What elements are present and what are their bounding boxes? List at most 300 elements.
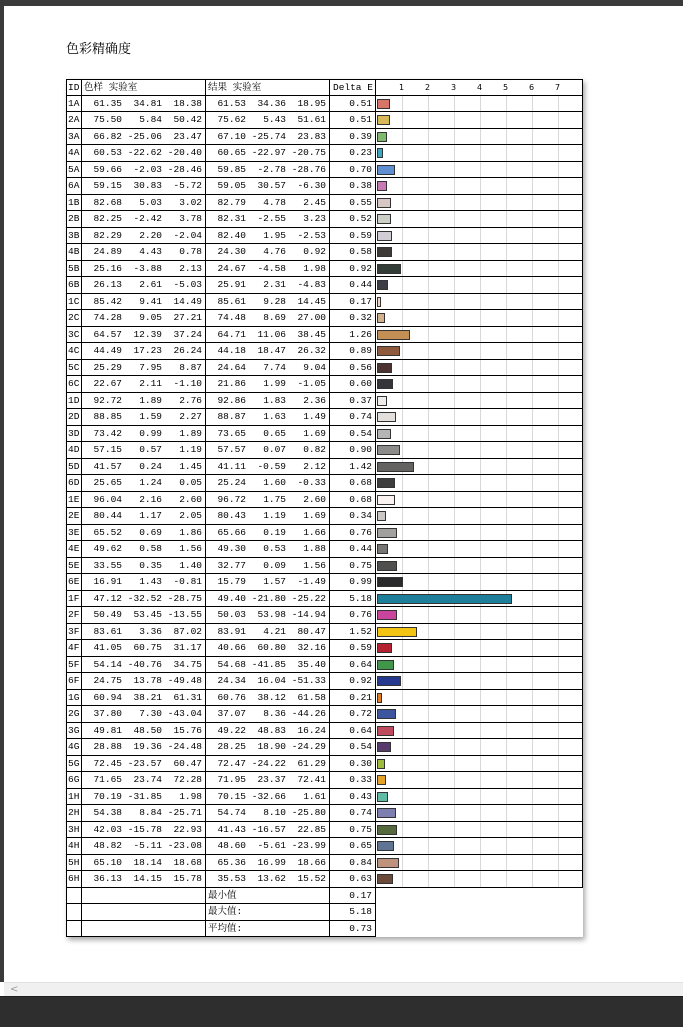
- gridline: [402, 310, 403, 326]
- row-id: 2F: [66, 607, 82, 624]
- result-lab-value: 54.68: [217, 658, 246, 670]
- result-lab-value: 13.62: [257, 873, 286, 884]
- result-lab-value: 0.09: [263, 559, 286, 571]
- gridline: [506, 178, 507, 194]
- result-lab-value: 35.40: [297, 658, 326, 670]
- sample-lab-value: 80.44: [93, 510, 122, 521]
- gridline: [428, 129, 429, 145]
- result-lab-value: 0.65: [263, 427, 286, 439]
- delta-e-bar-cell: [376, 723, 583, 740]
- gridline: [532, 195, 533, 211]
- gridline: [506, 541, 507, 557]
- gridline: [454, 525, 455, 541]
- gridline: [454, 129, 455, 145]
- row-id: 6A: [66, 178, 82, 195]
- result-lab-value: 24.34: [217, 675, 246, 686]
- gridline: [506, 112, 507, 128]
- result-lab-value: 65.36: [217, 856, 246, 868]
- gridline: [480, 360, 481, 376]
- result-lab-value: 38.12: [257, 691, 286, 703]
- gridline: [532, 871, 533, 887]
- result-lab-values: [206, 591, 330, 608]
- sample-lab-values: [82, 541, 206, 558]
- gridline: [558, 475, 559, 491]
- gridline: [532, 310, 533, 326]
- result-lab-value: 88.87: [217, 411, 246, 422]
- gridline: [506, 657, 507, 673]
- table-row: [66, 574, 583, 591]
- table-row: [66, 624, 583, 641]
- result-lab-values: [206, 442, 330, 459]
- result-lab-value: 50.03: [217, 609, 246, 620]
- gridline: [428, 805, 429, 821]
- delta-e-value: 0.21: [330, 690, 376, 707]
- delta-e-bar: [377, 742, 391, 752]
- result-lab-values: [206, 723, 330, 740]
- sample-lab-value: -5.03: [173, 279, 202, 290]
- result-lab-value: 25.24: [217, 477, 246, 488]
- sample-lab-value: 3.36: [139, 625, 162, 637]
- sample-lab-value: 24.75: [93, 675, 122, 686]
- result-lab-values: [206, 871, 330, 888]
- gridline: [558, 327, 559, 343]
- scale-tick-label: 6: [529, 83, 535, 92]
- sample-lab-value: 48.50: [133, 724, 162, 736]
- gridline: [428, 855, 429, 871]
- delta-e-bar-cell: [376, 772, 583, 789]
- row-id: 3H: [66, 822, 82, 839]
- gridline: [480, 327, 481, 343]
- gridline: [532, 211, 533, 227]
- gridline: [480, 178, 481, 194]
- sample-lab-value: 17.23: [133, 345, 162, 356]
- result-lab-value: 8.10: [263, 807, 286, 818]
- result-lab-value: 67.10: [217, 130, 246, 142]
- gridline: [506, 129, 507, 145]
- table-row: [66, 607, 583, 624]
- gridline: [428, 211, 429, 227]
- sample-lab-values: [82, 822, 206, 839]
- gridline: [558, 145, 559, 161]
- result-lab-values: [206, 96, 330, 113]
- delta-e-bar: [377, 379, 393, 389]
- delta-e-value: 0.64: [330, 657, 376, 674]
- gridline: [454, 607, 455, 623]
- gridline: [402, 772, 403, 788]
- gridline: [532, 162, 533, 178]
- result-lab-value: 38.45: [297, 328, 326, 340]
- result-lab-value: 4.78: [263, 196, 286, 208]
- gridline: [506, 492, 507, 508]
- row-id: 3G: [66, 723, 82, 740]
- gridline: [506, 690, 507, 706]
- result-lab-value: 18.90: [257, 741, 286, 752]
- result-lab-value: 1.60: [263, 477, 286, 488]
- delta-e-bar-cell: [376, 657, 583, 674]
- gridline: [532, 475, 533, 491]
- table-row: [66, 327, 583, 344]
- sample-lab-value: 26.24: [173, 345, 202, 356]
- sample-lab-value: 5.84: [139, 114, 162, 125]
- gridline: [428, 195, 429, 211]
- gridline: [532, 409, 533, 425]
- gridline: [558, 261, 559, 277]
- gridline: [402, 343, 403, 359]
- delta-e-value: 0.63: [330, 871, 376, 888]
- result-lab-value: 51.61: [297, 114, 326, 125]
- result-lab-value: 1.88: [303, 543, 326, 554]
- sample-lab-value: 44.49: [93, 345, 122, 356]
- gridline: [402, 789, 403, 805]
- sample-lab-values: [82, 624, 206, 641]
- gridline: [402, 244, 403, 260]
- result-lab-value: 48.83: [257, 724, 286, 736]
- delta-e-value: 0.33: [330, 772, 376, 789]
- gridline: [480, 673, 481, 689]
- result-lab-values: [206, 211, 330, 228]
- gridline: [428, 525, 429, 541]
- result-lab-values: [206, 327, 330, 344]
- header-id: ID: [66, 79, 82, 96]
- gridline: [454, 789, 455, 805]
- gridline: [558, 855, 559, 871]
- sample-lab-values: [82, 211, 206, 228]
- table-row: [66, 211, 583, 228]
- summary-empty-sample: [82, 888, 206, 905]
- result-lab-value: 73.65: [217, 427, 246, 439]
- sample-lab-value: 9.41: [139, 295, 162, 307]
- result-lab-value: 28.25: [217, 741, 246, 752]
- sample-lab-values: [82, 426, 206, 443]
- gridline: [532, 624, 533, 640]
- sample-lab-value: 1.89: [179, 427, 202, 439]
- delta-e-bar: [377, 313, 385, 323]
- sample-lab-values: [82, 508, 206, 525]
- result-lab-values: [206, 459, 330, 476]
- sample-lab-value: -49.48: [167, 675, 202, 686]
- sample-lab-values: [82, 112, 206, 129]
- delta-e-bar-cell: [376, 162, 583, 179]
- gridline: [532, 723, 533, 739]
- gridline: [428, 178, 429, 194]
- result-lab-value: 1.75: [263, 493, 286, 505]
- result-lab-values: [206, 756, 330, 773]
- sample-lab-value: 1.56: [179, 543, 202, 554]
- result-lab-value: 64.71: [217, 328, 246, 340]
- delta-e-value: 0.74: [330, 805, 376, 822]
- sample-lab-value: 2.76: [179, 394, 202, 406]
- gridline: [532, 145, 533, 161]
- gridline: [454, 690, 455, 706]
- result-lab-values: [206, 294, 330, 311]
- delta-e-value: 0.65: [330, 838, 376, 855]
- sample-lab-value: 59.15: [93, 180, 122, 191]
- gridline: [480, 855, 481, 871]
- result-lab-value: 60.65: [217, 147, 246, 158]
- gridline: [506, 475, 507, 491]
- table-row: [66, 129, 583, 146]
- gridline: [558, 426, 559, 442]
- sample-lab-value: -43.04: [167, 708, 202, 719]
- delta-e-bar: [377, 528, 397, 538]
- gridline: [454, 162, 455, 178]
- sample-lab-value: 12.39: [133, 328, 162, 340]
- sample-lab-value: 50.42: [173, 114, 202, 125]
- result-lab-value: 27.00: [297, 312, 326, 323]
- gridline: [532, 277, 533, 293]
- sample-lab-value: 1.45: [179, 460, 202, 472]
- delta-e-value: 0.59: [330, 640, 376, 657]
- summary-row: [66, 888, 583, 905]
- gridline: [428, 343, 429, 359]
- sample-lab-value: 65.52: [93, 526, 122, 538]
- gridline: [454, 838, 455, 854]
- gridline: [480, 310, 481, 326]
- sample-lab-value: 0.58: [139, 543, 162, 554]
- delta-e-bar-cell: [376, 789, 583, 806]
- gridline: [428, 376, 429, 392]
- row-id: 3F: [66, 624, 82, 641]
- gridline: [558, 739, 559, 755]
- gridline: [428, 96, 429, 112]
- gridline: [428, 277, 429, 293]
- result-lab-value: 49.40: [217, 592, 246, 604]
- gridline: [532, 96, 533, 112]
- table-row: [66, 277, 583, 294]
- gridline: [506, 723, 507, 739]
- sample-lab-values: [82, 574, 206, 591]
- sample-lab-values: [82, 261, 206, 278]
- delta-e-bar-cell: [376, 838, 583, 855]
- delta-e-bar: [377, 478, 395, 488]
- delta-e-bar-cell: [376, 211, 583, 228]
- delta-e-bar: [377, 709, 396, 719]
- result-lab-value: 16.04: [257, 675, 286, 686]
- sample-lab-value: 28.88: [93, 741, 122, 752]
- delta-e-bar: [377, 544, 388, 554]
- result-lab-value: 92.86: [217, 394, 246, 406]
- delta-e-value: 0.68: [330, 492, 376, 509]
- row-id: 2B: [66, 211, 82, 228]
- table-row: [66, 723, 583, 740]
- sample-lab-values: [82, 690, 206, 707]
- gridline: [532, 244, 533, 260]
- row-id: 4G: [66, 739, 82, 756]
- delta-e-bar: [377, 676, 401, 686]
- result-lab-value: -16.57: [251, 823, 286, 835]
- sample-lab-value: 14.15: [133, 873, 162, 884]
- table-header: [66, 79, 583, 96]
- result-lab-values: [206, 393, 330, 410]
- gridline: [428, 475, 429, 491]
- gridline: [454, 574, 455, 590]
- gridline: [402, 492, 403, 508]
- gridline: [480, 871, 481, 887]
- gridline: [558, 343, 559, 359]
- sample-lab-values: [82, 805, 206, 822]
- result-lab-values: [206, 607, 330, 624]
- table-row: [66, 360, 583, 377]
- gridline: [506, 855, 507, 871]
- result-lab-value: 72.47: [217, 757, 246, 769]
- row-id: 3D: [66, 426, 82, 443]
- gridline: [558, 178, 559, 194]
- gridline: [506, 310, 507, 326]
- gridline: [480, 723, 481, 739]
- sample-lab-values: [82, 723, 206, 740]
- sample-lab-value: 2.27: [179, 411, 202, 422]
- gridline: [558, 244, 559, 260]
- table-row: [66, 789, 583, 806]
- gridline: [506, 393, 507, 409]
- row-id: 6B: [66, 277, 82, 294]
- result-lab-value: -1.05: [297, 378, 326, 389]
- result-lab-value: 11.06: [257, 328, 286, 340]
- sample-lab-value: 82.25: [93, 213, 122, 224]
- sample-lab-value: 2.61: [139, 279, 162, 290]
- gridline: [480, 459, 481, 475]
- delta-e-value: 0.43: [330, 789, 376, 806]
- gridline: [532, 607, 533, 623]
- gridline: [506, 195, 507, 211]
- result-lab-value: 34.36: [257, 97, 286, 109]
- table-row: [66, 409, 583, 426]
- gridline: [532, 591, 533, 607]
- result-lab-value: 21.86: [217, 378, 246, 389]
- result-lab-value: 80.47: [297, 625, 326, 637]
- delta-e-bar: [377, 214, 391, 224]
- result-lab-values: [206, 244, 330, 261]
- gridline: [428, 244, 429, 260]
- result-lab-values: [206, 343, 330, 360]
- result-lab-value: 16.24: [297, 724, 326, 736]
- delta-e-bar-cell: [376, 327, 583, 344]
- row-id: 4A: [66, 145, 82, 162]
- delta-e-value: 0.68: [330, 475, 376, 492]
- gridline: [454, 508, 455, 524]
- delta-e-bar: [377, 429, 391, 439]
- table-row: [66, 591, 583, 608]
- delta-e-value: 0.64: [330, 723, 376, 740]
- gridline: [428, 459, 429, 475]
- sample-lab-value: -2.03: [133, 163, 162, 175]
- sample-lab-values: [82, 145, 206, 162]
- delta-e-bar: [377, 247, 392, 257]
- result-lab-values: [206, 673, 330, 690]
- row-id: 5E: [66, 558, 82, 575]
- horizontal-scrollbar[interactable]: [4, 982, 683, 997]
- result-lab-values: [206, 475, 330, 492]
- delta-e-value: 1.52: [330, 624, 376, 641]
- sample-lab-value: -24.48: [167, 741, 202, 752]
- sample-lab-value: 2.11: [139, 378, 162, 389]
- gridline: [480, 508, 481, 524]
- row-id: 5A: [66, 162, 82, 179]
- gridline: [480, 739, 481, 755]
- gridline: [558, 393, 559, 409]
- sample-lab-value: 72.45: [93, 757, 122, 769]
- table-row: [66, 310, 583, 327]
- result-lab-value: 15.52: [297, 873, 326, 884]
- sample-lab-value: -15.78: [127, 823, 162, 835]
- gridline: [428, 657, 429, 673]
- table-row: [66, 855, 583, 872]
- scale-tick-label: 3: [451, 83, 457, 92]
- gridline: [558, 162, 559, 178]
- summary-row: [66, 921, 583, 938]
- delta-e-value: 0.90: [330, 442, 376, 459]
- gridline: [532, 178, 533, 194]
- gridline: [454, 195, 455, 211]
- delta-e-value: 0.54: [330, 426, 376, 443]
- bottom-taskbar: [0, 996, 683, 1027]
- sample-lab-value: 25.16: [93, 262, 122, 274]
- result-lab-values: [206, 706, 330, 723]
- result-lab-value: 26.32: [297, 345, 326, 356]
- delta-e-bar: [377, 264, 401, 274]
- scroll-left-icon[interactable]: <: [10, 984, 19, 995]
- gridline: [558, 789, 559, 805]
- gridline: [402, 261, 403, 277]
- gridline: [506, 805, 507, 821]
- delta-e-value: 0.51: [330, 96, 376, 113]
- result-lab-value: -24.29: [291, 741, 326, 752]
- sample-lab-value: 88.85: [93, 411, 122, 422]
- sample-lab-value: 75.50: [93, 114, 122, 125]
- sample-lab-value: 15.76: [173, 724, 202, 736]
- gridline: [428, 838, 429, 854]
- table-row: [66, 739, 583, 756]
- gridline: [558, 772, 559, 788]
- table-row: [66, 492, 583, 509]
- gridline: [454, 327, 455, 343]
- delta-e-value: 0.99: [330, 574, 376, 591]
- result-lab-value: 61.58: [297, 691, 326, 703]
- sample-lab-values: [82, 310, 206, 327]
- gridline: [454, 376, 455, 392]
- sample-lab-value: 0.05: [179, 477, 202, 488]
- sample-lab-value: 30.83: [133, 180, 162, 191]
- gridline: [506, 409, 507, 425]
- result-lab-value: 18.95: [297, 97, 326, 109]
- gridline: [558, 508, 559, 524]
- result-lab-value: 72.41: [297, 774, 326, 785]
- gridline: [428, 261, 429, 277]
- sample-lab-values: [82, 607, 206, 624]
- delta-e-bar-cell: [376, 673, 583, 690]
- gridline: [454, 96, 455, 112]
- gridline: [558, 558, 559, 574]
- result-lab-values: [206, 376, 330, 393]
- gridline: [402, 855, 403, 871]
- result-lab-value: -25.22: [291, 592, 326, 604]
- sample-lab-value: -31.85: [127, 790, 162, 802]
- sample-lab-value: 92.72: [93, 394, 122, 406]
- result-lab-values: [206, 310, 330, 327]
- row-id: 6D: [66, 475, 82, 492]
- result-lab-values: [206, 541, 330, 558]
- gridline: [506, 376, 507, 392]
- result-lab-values: [206, 508, 330, 525]
- gridline: [506, 739, 507, 755]
- table-row: [66, 805, 583, 822]
- result-lab-values: [206, 195, 330, 212]
- sample-lab-values: [82, 228, 206, 245]
- gridline: [480, 294, 481, 310]
- gridline: [402, 442, 403, 458]
- delta-e-bar: [377, 693, 382, 703]
- gridline: [558, 690, 559, 706]
